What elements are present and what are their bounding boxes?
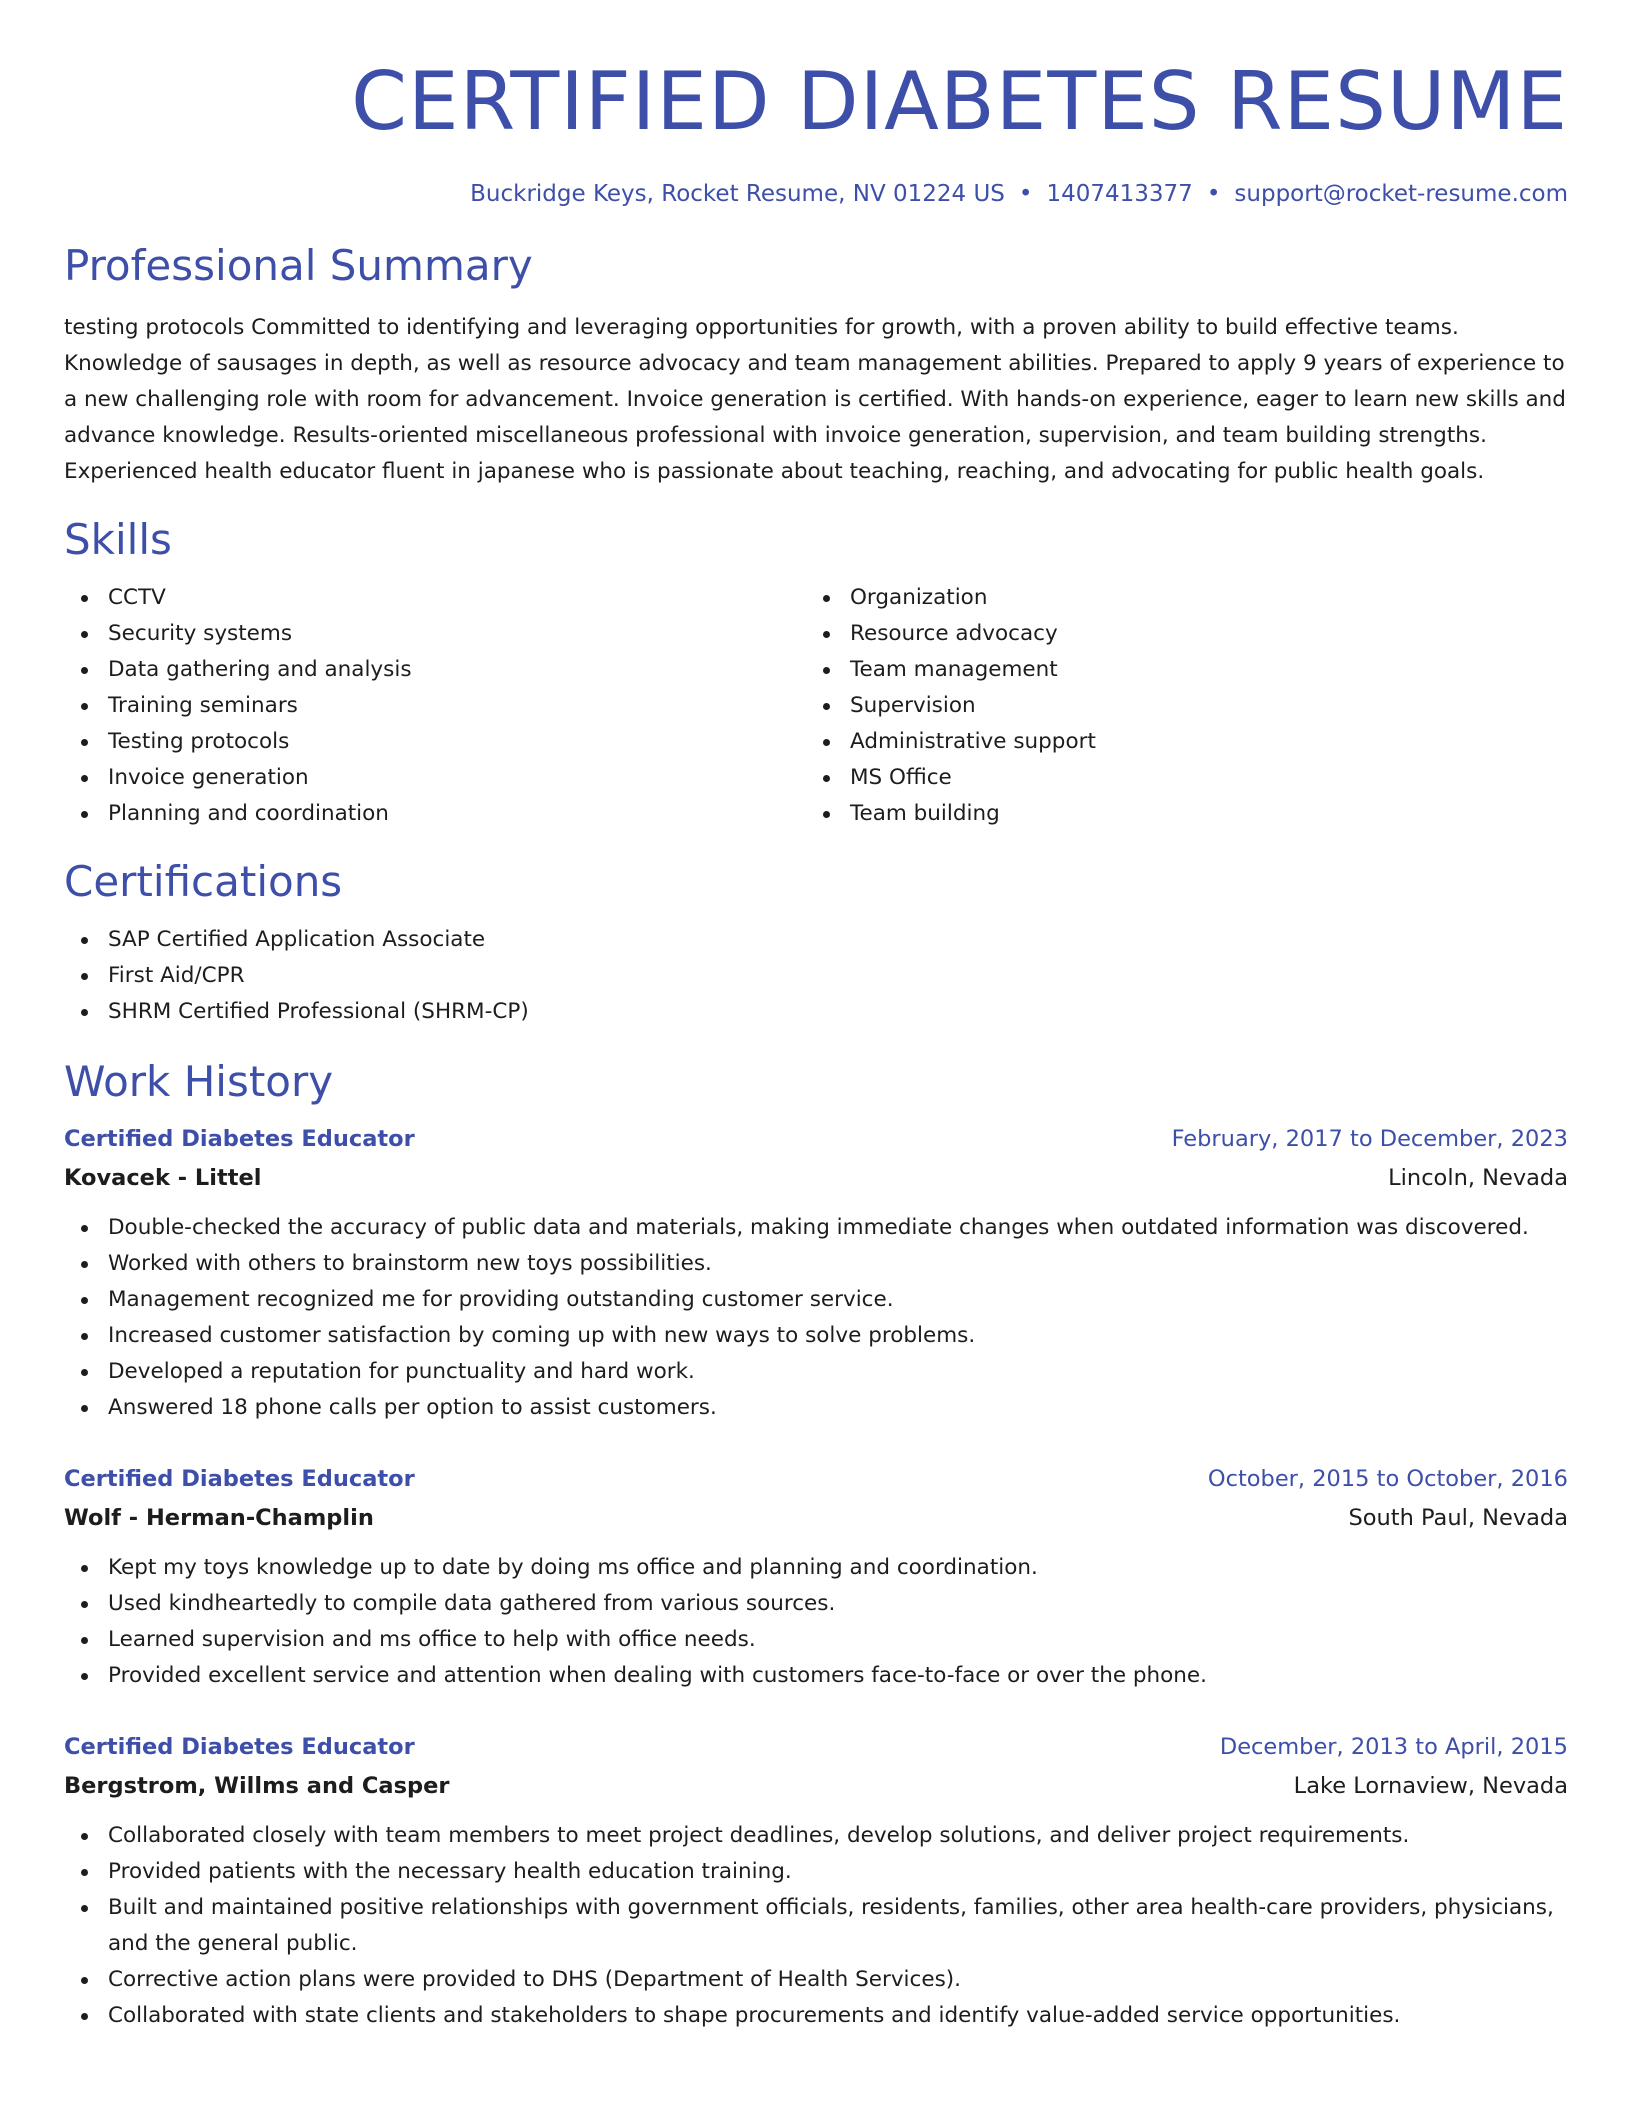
- job-title: Certified Diabetes Educator: [64, 1126, 415, 1152]
- list-item: Worked with others to brainstorm new toys possibilities.: [64, 1246, 1568, 1282]
- skills-grid: [64, 580, 1568, 832]
- list-item: Developed a reputation for punctuality and hard work.: [64, 1354, 1568, 1390]
- list-item: Testing protocols: [64, 724, 806, 760]
- list-item: First Aid/CPR: [64, 958, 1568, 994]
- job-location: Lake Lornaview, Nevada: [1293, 1773, 1568, 1799]
- list-item: Built and maintained positive relationships with government officials, residents, families, other area health-care providers, physicians, and the general public.: [64, 1890, 1568, 1962]
- resume-title: CERTIFIED DIABETES RESUME: [351, 55, 1568, 148]
- skills-list-right: [806, 580, 1548, 832]
- job-title: Certified Diabetes Educator: [64, 1466, 415, 1492]
- job-company-row: [64, 1498, 1568, 1538]
- job-entry: [64, 1728, 1568, 2034]
- job-company: Bergstrom, Willms and Casper: [64, 1773, 450, 1799]
- resume-page: [64, 0, 1568, 2034]
- skills-heading: Skills: [64, 515, 172, 564]
- job-dates: December, 2013 to April, 2015: [1219, 1734, 1568, 1760]
- list-item: Organization: [806, 580, 1548, 616]
- job-dates: February, 2017 to December, 2023: [1171, 1126, 1568, 1152]
- list-item: Supervision: [806, 688, 1548, 724]
- contact-address: Buckridge Keys, Rocket Resume, NV 01224 US: [470, 181, 1005, 207]
- list-item: Learned supervision and ms office to help with office needs.: [64, 1622, 1568, 1658]
- list-item: Team building: [806, 796, 1548, 832]
- job-company: Wolf - Herman-Champlin: [64, 1505, 374, 1531]
- job-title: Certified Diabetes Educator: [64, 1734, 415, 1760]
- list-item: Management recognized me for providing outstanding customer service.: [64, 1282, 1568, 1318]
- job-bullets: [64, 1818, 1568, 2034]
- list-item: Used kindheartedly to compile data gathered from various sources.: [64, 1586, 1568, 1622]
- certifications-section: [64, 854, 1568, 1030]
- list-item: SHRM Certified Professional (SHRM-CP): [64, 994, 1568, 1030]
- list-item: Security systems: [64, 616, 806, 652]
- list-item: Answered 18 phone calls per option to assist customers.: [64, 1390, 1568, 1426]
- work-history-section: [64, 1054, 1568, 2034]
- list-item: Double-checked the accuracy of public data and materials, making immediate changes when outdated information was discovered.: [64, 1210, 1568, 1246]
- job-company: Kovacek - Littel: [64, 1165, 262, 1191]
- list-item: Provided patients with the necessary health education training.: [64, 1854, 1568, 1890]
- job-entry: [64, 1120, 1568, 1426]
- list-item: Invoice generation: [64, 760, 806, 796]
- list-item: Provided excellent service and attention when dealing with customers face-to-face or over the phone.: [64, 1658, 1568, 1694]
- list-item: Team management: [806, 652, 1548, 688]
- job-header-row: [64, 1120, 1568, 1158]
- list-item: Data gathering and analysis: [64, 652, 806, 688]
- job-header-row: [64, 1460, 1568, 1498]
- contact-email[interactable]: support@rocket-resume.com: [1234, 181, 1568, 207]
- job-company-row: [64, 1766, 1568, 1806]
- job-list: [64, 1120, 1568, 2034]
- work-history-heading: Work History: [64, 1057, 334, 1106]
- list-item: Administrative support: [806, 724, 1548, 760]
- skills-section: [64, 512, 1568, 832]
- job-dates: October, 2015 to October, 2016: [1207, 1466, 1568, 1492]
- job-location: Lincoln, Nevada: [1388, 1165, 1568, 1191]
- certifications-list: [64, 922, 1568, 1030]
- contact-phone[interactable]: 1407413377: [1046, 181, 1193, 207]
- list-item: Training seminars: [64, 688, 806, 724]
- list-item: MS Office: [806, 760, 1548, 796]
- list-item: Collaborated closely with team members to meet project deadlines, develop solutions, and deliver project requirements.: [64, 1818, 1568, 1854]
- contact-line: [64, 178, 1568, 210]
- list-item: Corrective action plans were provided to DHS (Department of Health Services).: [64, 1962, 1568, 1998]
- list-item: Planning and coordination: [64, 796, 806, 832]
- list-item: SAP Certified Application Associate: [64, 922, 1568, 958]
- contact-separator: •: [1018, 181, 1033, 207]
- job-header-row: [64, 1728, 1568, 1766]
- contact-separator: •: [1206, 181, 1221, 207]
- job-bullets: [64, 1210, 1568, 1426]
- job-entry: [64, 1460, 1568, 1694]
- job-location: South Paul, Nevada: [1348, 1505, 1568, 1531]
- list-item: Collaborated with state clients and stakeholders to shape procurements and identify value-added service opportunities.: [64, 1998, 1568, 2034]
- list-item: Kept my toys knowledge up to date by doing ms office and planning and coordination.: [64, 1550, 1568, 1586]
- summary-text: testing protocols Committed to identifying and leveraging opportunities for growth, with a proven ability to build effective teams. Knowledge of sausages in depth, as well as resource advocacy and team management abilities. Prepared to apply 9 years of experience to a new challenging role with room for advancement. Invoice generation is certified. With hands-on experience, eager to learn new skills and advance knowledge. Results-oriented miscellaneous professional with invoice generation, supervision, and team building strengths. Experienced health educator fluent in japanese who is passionate about teaching, reaching, and advocating for public health goals.: [64, 315, 1566, 484]
- summary-heading: Professional Summary: [64, 241, 533, 290]
- job-bullets: [64, 1550, 1568, 1694]
- summary-section: [64, 238, 1568, 490]
- job-company-row: [64, 1158, 1568, 1198]
- list-item: Resource advocacy: [806, 616, 1548, 652]
- certifications-heading: Certifications: [64, 857, 343, 906]
- list-item: Increased customer satisfaction by coming up with new ways to solve problems.: [64, 1318, 1568, 1354]
- skills-list-left: [64, 580, 806, 832]
- list-item: CCTV: [64, 580, 806, 616]
